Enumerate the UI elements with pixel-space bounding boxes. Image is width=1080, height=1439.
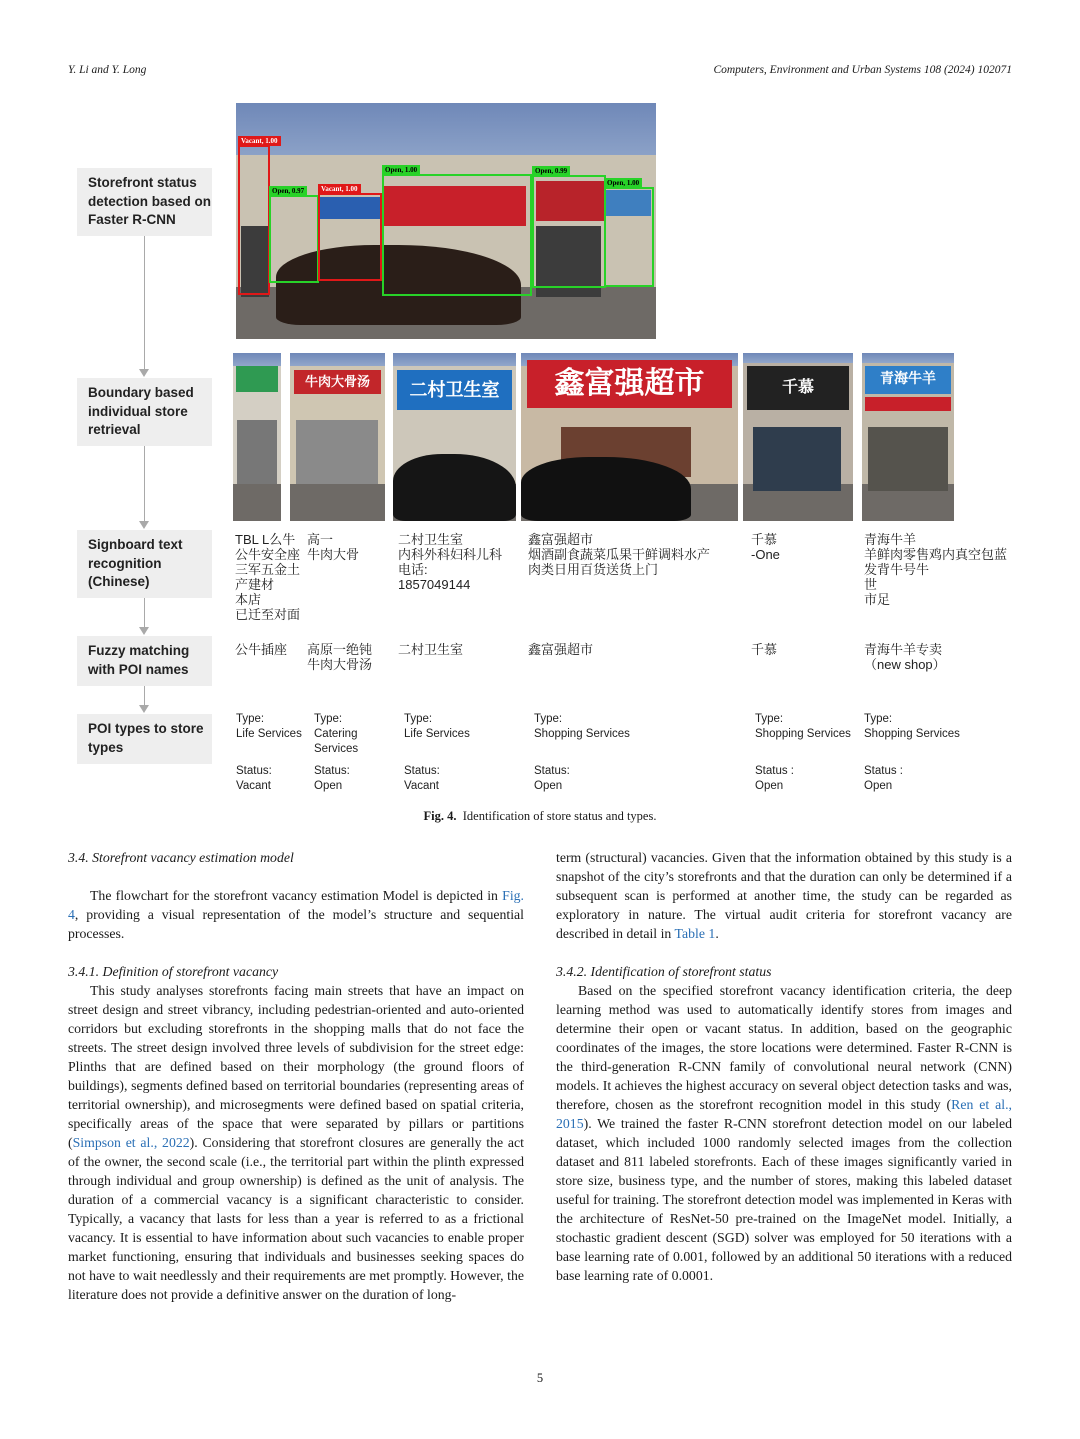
figure-caption-text: Identification of store status and types.	[462, 809, 657, 823]
stage-label-detection: Storefront status detection based on Faster R-CNN	[77, 168, 212, 236]
store-status-4: Status: Open	[534, 765, 570, 792]
detection-box-vacant: Vacant, 1.00	[318, 193, 382, 281]
subsection-heading: 3.4.2. Identification of storefront status	[556, 964, 772, 979]
poi-name-6: 青海牛羊专卖 （new shop）	[864, 642, 946, 672]
poi-name-1: 公牛插座	[235, 642, 288, 657]
citation-link[interactable]: Simpson et al., 2022	[72, 1135, 190, 1150]
figure-reference-link[interactable]: Fig. 4	[68, 888, 524, 922]
poi-name-3: 二村卫生室	[398, 642, 464, 657]
stage-label-retrieval: Boundary based individual store retrieval	[77, 378, 212, 446]
store-crop-1	[233, 353, 281, 521]
store-type-4: Type: Shopping Services	[534, 713, 630, 740]
left-column	[68, 848, 524, 1304]
poi-name-5: 千慕	[751, 642, 778, 657]
stage-label-fuzzy-matching: Fuzzy matching with POI names	[77, 636, 212, 686]
page-number: 5	[536, 1371, 544, 1385]
store-status-6: Status : Open	[864, 765, 903, 792]
flow-arrow	[139, 521, 149, 529]
flow-arrow	[139, 627, 149, 635]
flow-arrow	[139, 369, 149, 377]
store-status-1: Status: Vacant	[236, 765, 272, 792]
signboard-text-5: 千慕 -One	[751, 532, 780, 562]
figure-caption	[0, 809, 1080, 824]
paragraph: This study analyses storefronts facing main streets that have an impact on street design and street vibrancy, including pedestrian-oriented and auto-oriented corridors but excluding storefronts in the shopping malls that do not face the streets. The street design involved three levels of subdivision for the street edge: Plinths that are defined based on their morphology (the ground floors of buildings), segments defined based on territorial boundaries (representing areas of territorial ownership), and microsegments were defined based on spatial criteria, specifically areas of the space that were separated by pillars or partitions (Simpson et al., 2022). Considering that storefront closures are generally the act of the owner, the second scale (i.e., the territorial part within the plinth expressed through individual and group ownership) is defined as the unit of analysis. The duration of a commercial vacancy is a significant characteristic to consider. Typically, a vacancy that lasts for less than a year is referred to as a frictional vacancy. It is essential to have information about such vacancies to enable proper market functioning, ensuring that individuals and businesses seeking spaces do not have to wait needlessly and their requirements are met promptly. However, the literature does not provide a definitive answer on the duration of long-	[68, 983, 524, 1302]
section-heading: 3.4. Storefront vacancy estimation model	[68, 850, 294, 865]
store-status-5: Status : Open	[755, 765, 794, 792]
stage-label-poi-types: POI types to store types	[77, 714, 212, 764]
store-type-1: Type: Life Services	[236, 713, 302, 740]
store-type-6: Type: Shopping Services	[864, 713, 960, 740]
citation-link[interactable]: Ren et al., 2015	[556, 1097, 1012, 1131]
detection-box-open: Open, 0.97	[269, 195, 319, 283]
detection-box-open: Open, 1.00	[604, 187, 654, 287]
detection-box-open: Open, 0.99	[532, 175, 606, 288]
flow-connector	[144, 446, 145, 522]
paragraph: Based on the specified storefront vacancy identification criteria, the deep learning method was used to automatically identify stores from images and determine their open or vacant status. In addition, based on the geographic coordinates of the images, the store locations were determined. Faster R-CNN is the third-generation R-CNN family of convolutional neural network (CNN) models. It achieves the highest accuracy on several object detection tasks and was, therefore, chosen as the storefront recognition model in this study (Ren et al., 2015). We trained the faster R-CNN storefront detection model on our labeled dataset, which included 1000 randomly selected images from the collection dataset and 811 labeled storefronts. Each of these images significantly varied in store size, business type, and the number of stores, making this labeled dataset useful for training. The storefront detection model was implemented in Keras with the architecture of ResNet-50 pre-trained on the ImageNet model. Initially, a stochastic gradient descent (SGD) solver was employed for 50 iterations with a base learning rate of 0.001, followed by an additional 50 iterations with a reduced base learning rate of 0.0001.	[556, 983, 1012, 1283]
store-crop-5: 千慕	[743, 353, 853, 521]
poi-name-4: 鑫富强超市	[528, 642, 594, 657]
figure-caption-label: Fig. 4.	[423, 809, 457, 823]
signboard-text-1: TBL L么牛 公牛安全座 三军五金土 产建材 本店 已迁至对面	[235, 532, 301, 622]
detection-box-open: Open, 1.00	[382, 174, 532, 296]
flow-connector	[144, 236, 145, 369]
store-type-5: Type: Shopping Services	[755, 713, 851, 740]
detection-box-vacant: Vacant, 1.00	[238, 145, 270, 295]
store-status-3: Status: Vacant	[404, 765, 440, 792]
flow-connector	[144, 686, 145, 706]
flow-arrow	[139, 705, 149, 713]
store-crop-6: 青海牛羊	[862, 353, 954, 521]
store-crop-4: 鑫富强超市	[521, 353, 738, 521]
store-status-2: Status: Open	[314, 765, 350, 792]
paragraph: The flowchart for the storefront vacancy estimation Model is depicted in Fig. 4, providing a visual representation of the model’s structure and sequential processes.	[68, 888, 524, 941]
signboard-text-3: 二村卫生室 内科外科妇科儿科 电话: 1857049144	[398, 532, 503, 592]
signboard-text-2: 高一 牛肉大骨	[307, 532, 360, 562]
flow-connector	[144, 598, 145, 628]
store-crop-2: 牛肉大骨汤	[290, 353, 385, 521]
street-view-photo	[236, 103, 656, 339]
table-reference-link[interactable]: Table 1	[674, 926, 716, 941]
right-column	[556, 848, 1012, 1285]
signboard-text-4: 鑫富强超市 烟酒副食蔬菜瓜果干鲜调料水产 肉类日用百货送货上门	[528, 532, 711, 577]
store-crop-3: 二村卫生室	[393, 353, 516, 521]
paragraph: term (structural) vacancies. Given that the information obtained by this study is a snapshot of the city’s storefronts and that the duration can only be determined if a subsequent scan is performed at another time, the study can be regarded as exploratory in nature. The virtual audit criteria for storefront vacancy are described in detail in Table 1.	[556, 850, 1012, 941]
running-header-journal: Computers, Environment and Urban Systems 108 (2024) 102071	[713, 64, 1012, 76]
stage-label-text-recognition: Signboard text recognition (Chinese)	[77, 530, 212, 598]
poi-name-2: 高原一绝钝 牛肉大骨汤	[307, 642, 373, 672]
store-type-2: Type: Catering Services	[314, 713, 359, 755]
running-header-authors: Y. Li and Y. Long	[68, 64, 147, 76]
subsection-heading: 3.4.1. Definition of storefront vacancy	[68, 964, 279, 979]
store-type-3: Type: Life Services	[404, 713, 470, 740]
signboard-text-6: 青海牛羊 羊鲜肉零售鸡内真空包蓝 发背牛号牛 世 市足	[864, 532, 1008, 607]
